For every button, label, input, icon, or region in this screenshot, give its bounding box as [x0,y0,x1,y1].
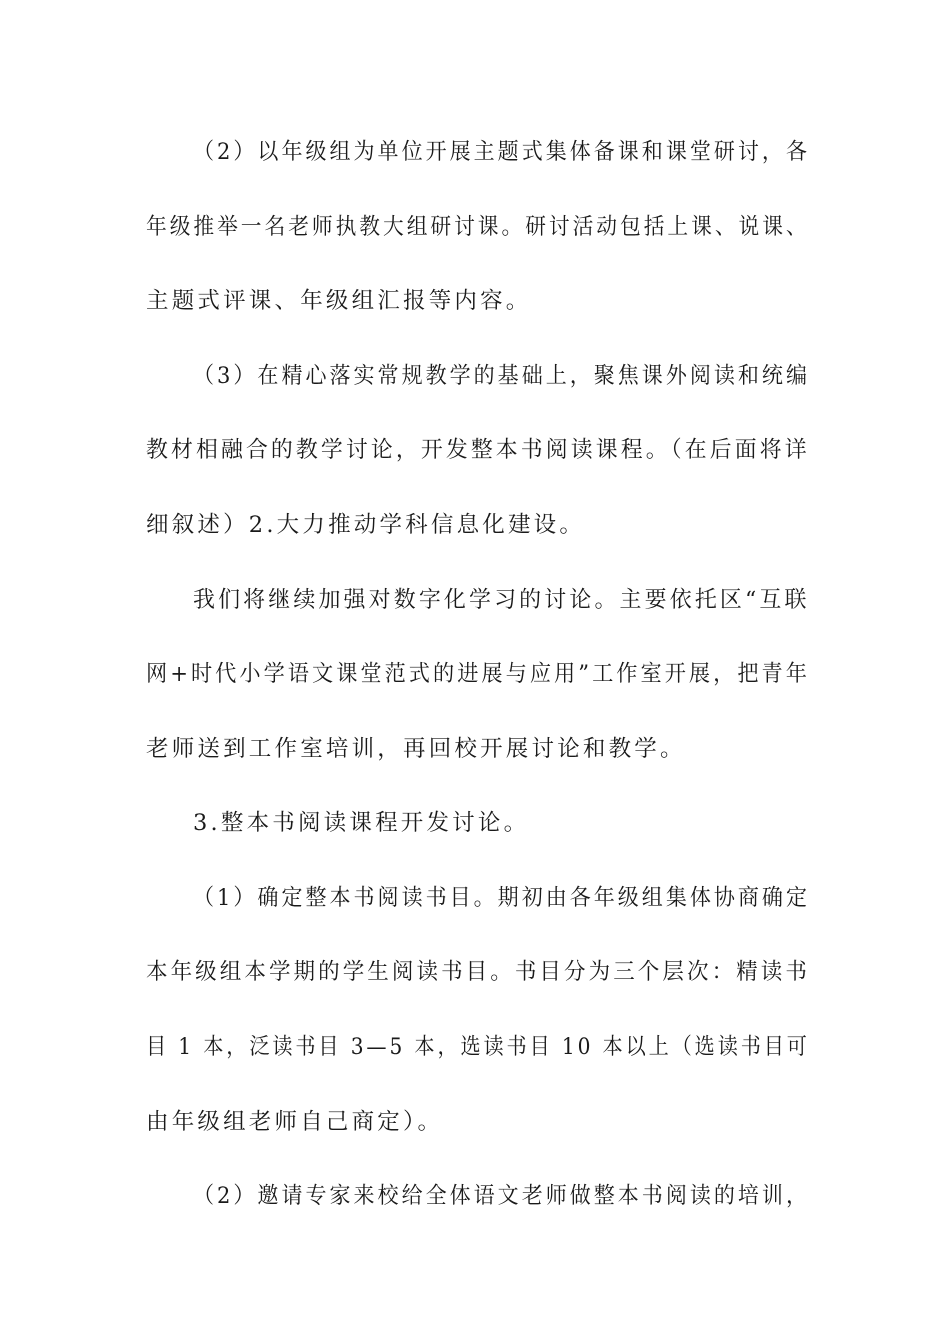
paragraph-line: 年级推举一名老师执教大组研讨课。研讨活动包括上课、说课、 [146,214,810,240]
paragraph-line: 目 1 本，泛读书目 3—5 本，选读书目 10 本以上（选读书目可 [146,1034,810,1060]
paragraph-line: 由年级组老师自己商定）。 [146,1109,444,1135]
paragraph-line: （1）确定整本书阅读书目。期初由各年级组集体协商确定 [193,885,810,911]
paragraph-line: 我们将继续加强对数字化学习的讨论。主要依托区“互联 [193,587,810,613]
section-heading: 3.整本书阅读课程开发讨论。 [193,810,530,836]
paragraph-line: 细叙述）2.大力推动学科信息化建设。 [146,512,586,538]
paragraph-line: 主题式评课、年级组汇报等内容。 [146,288,532,314]
paragraph-line: 教材相融合的教学讨论，开发整本书阅读课程。（在后面将详 [146,437,810,463]
paragraph-line: 网+时代小学语文课堂范式的进展与应用”工作室开展，把青年 [146,661,810,687]
paragraph-line: 老师送到工作室培训，再回校开展讨论和教学。 [146,736,686,762]
paragraph-line: （3）在精心落实常规教学的基础上，聚焦课外阅读和统编 [193,363,810,389]
paragraph-line: （2）以年级组为单位开展主题式集体备课和课堂研讨，各 [193,139,810,165]
paragraph-line: 本年级组本学期的学生阅读书目。书目分为三个层次：精读书 [146,959,810,985]
paragraph-line: （2）邀请专家来校给全体语文老师做整本书阅读的培训， [193,1183,810,1209]
